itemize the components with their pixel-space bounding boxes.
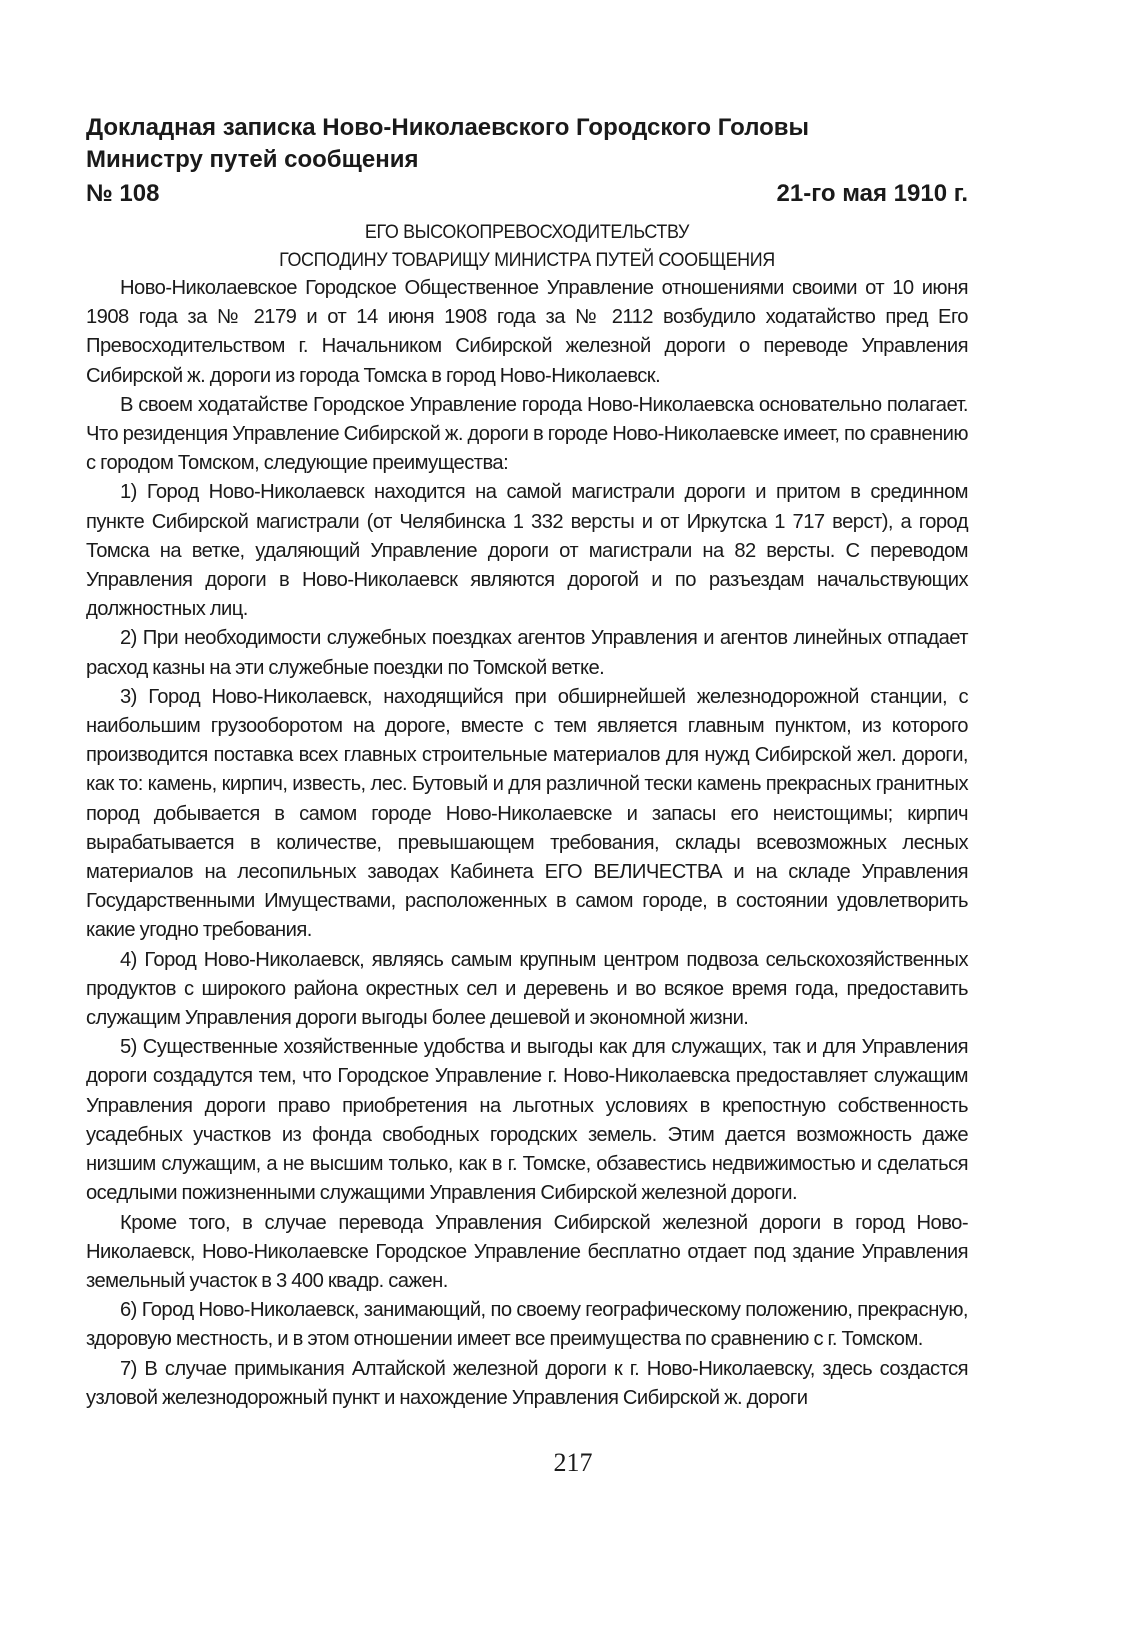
document-page [86,112,968,1413]
paragraph: 7) В случае примыкания Алтайской железной дороги к г. Ново-Николаевску, здесь создастся узловой железнодорожный пункт и нахождение Управления Сибирской ж. дороги [86,1357,968,1409]
title-line-1: Докладная записка Ново-Николаевского Городского Головы [86,114,810,141]
title-line-2: Министру путей сообщения [86,146,419,173]
paragraph: 3) Город Ново-Николаевск, находящийся при обширнейшей железнодорожной станции, с наибольшим грузооборотом на дороге, вместе с тем является главным пунктом, из которого производится поставка всех главных строительные материалов для нужд Сибирской жел. дороги, как то: камень, кирпич, известь, лес. Бутовый и для различной тески камень прекрасных гранитных пород добывается в самом городе Ново-Николаевске и запасы его неистощимы; кирпич вырабатывается в количестве, превышающем требования, склады всевозможных лесных материалов на лесопильных заводах Кабинета ЕГО ВЕЛИЧЕСТВА и на складе Управления Государственными Имуществами, расположенных в самом городе, в состоянии удовлетворить какие угодно требования. [86,685,968,942]
document-title [86,112,968,176]
number-date-line [86,178,968,210]
paragraph: 5) Существенные хозяйственные удобства и выгоды как для служащих, так и для Управления дороги создадутся тем, что Городское Управление г. Ново-Николаевска предоставляет служащим Управления дороги право приобретения на льготных условиях в крепостную собственность усадебных участков из фонда свободных городских земель. Этим дается возможность даже низшим служащим, а не высшим только, как в г. Томске, обзавестись недвижимостью и сделаться оседлыми пожизненными служащими Управления Сибирской железной дороги. [86,1036,968,1205]
paragraph: Ново-Николаевское Городское Общественное Управление отношениями своими от 10 июня 1908 года за № 2179 и от 14 июня 1908 года за № 2112 возбудило ходатайство пред Его Превосходительством г. Начальником Сибирской железной дороги о переводе Управления Сибирской ж. дороги из города Томска в город Ново-Николаевск. [86,277,968,387]
addressee-line-2: ГОСПОДИНУ ТОВАРИЩУ МИНИСТРА ПУТЕЙ СООБЩЕНИЯ [279,249,775,271]
paragraph: Кроме того, в случае перевода Управления Сибирской железной дороги в город Ново-Николаевск, Ново-Николаевске Городское Управление бесплатно отдает под здание Управления земельный участок в 3 400 квадр. сажен. [86,1211,968,1292]
document-body [86,274,968,1413]
paragraph: 4) Город Ново-Николаевск, являясь самым крупным центром подвоза сельскохозяйственных продуктов с широкого района окрестных сел и деревень и во всякое время года, предоставить служащим Управления дороги выгоды более дешевой и экономной жизни. [86,948,968,1030]
paragraph: 6) Город Ново-Николаевск, занимающий, по своему географическому положению, прекрасную, здоровую местность, и в этом отношении имеет все преимущества по сравнению с г. Томском. [86,1299,968,1351]
paragraph: В своем ходатайстве Городское Управление города Ново-Николаевска основательно полагает. Что резиденция Управление Сибирской ж. дороги в городе Ново-Николаевске имеет, по сравнению с городом Томском, следующие преимущества: [86,393,968,475]
page-number: 217 [553,1448,593,1477]
paragraph: 1) Город Ново-Николаевск находится на самой магистрали дороги и притом в срединном пункте Сибирской магистрали (от Челябинска 1 332 версты и от Иркутска 1 717 верст), а город Томска на ветке, удаляющий Управление дороги от магистрали на 82 версты. С переводом Управления дороги в Ново-Николаевск являются дорогой и по разъездам начальствующих должностных лиц. [86,481,968,621]
addressee-line-1: ЕГО ВЫСОКОПРЕВОСХОДИТЕЛЬСТВУ [364,221,690,243]
addressee [121,218,932,274]
paragraph: 2) При необходимости служебных поездках агентов Управления и агентов линейных отпадает расход казны на эти служебные поездки по Томской ветке. [86,627,968,679]
document-number: № 108 [86,180,160,207]
document-date: 21-го мая 1910 г. [776,180,968,207]
